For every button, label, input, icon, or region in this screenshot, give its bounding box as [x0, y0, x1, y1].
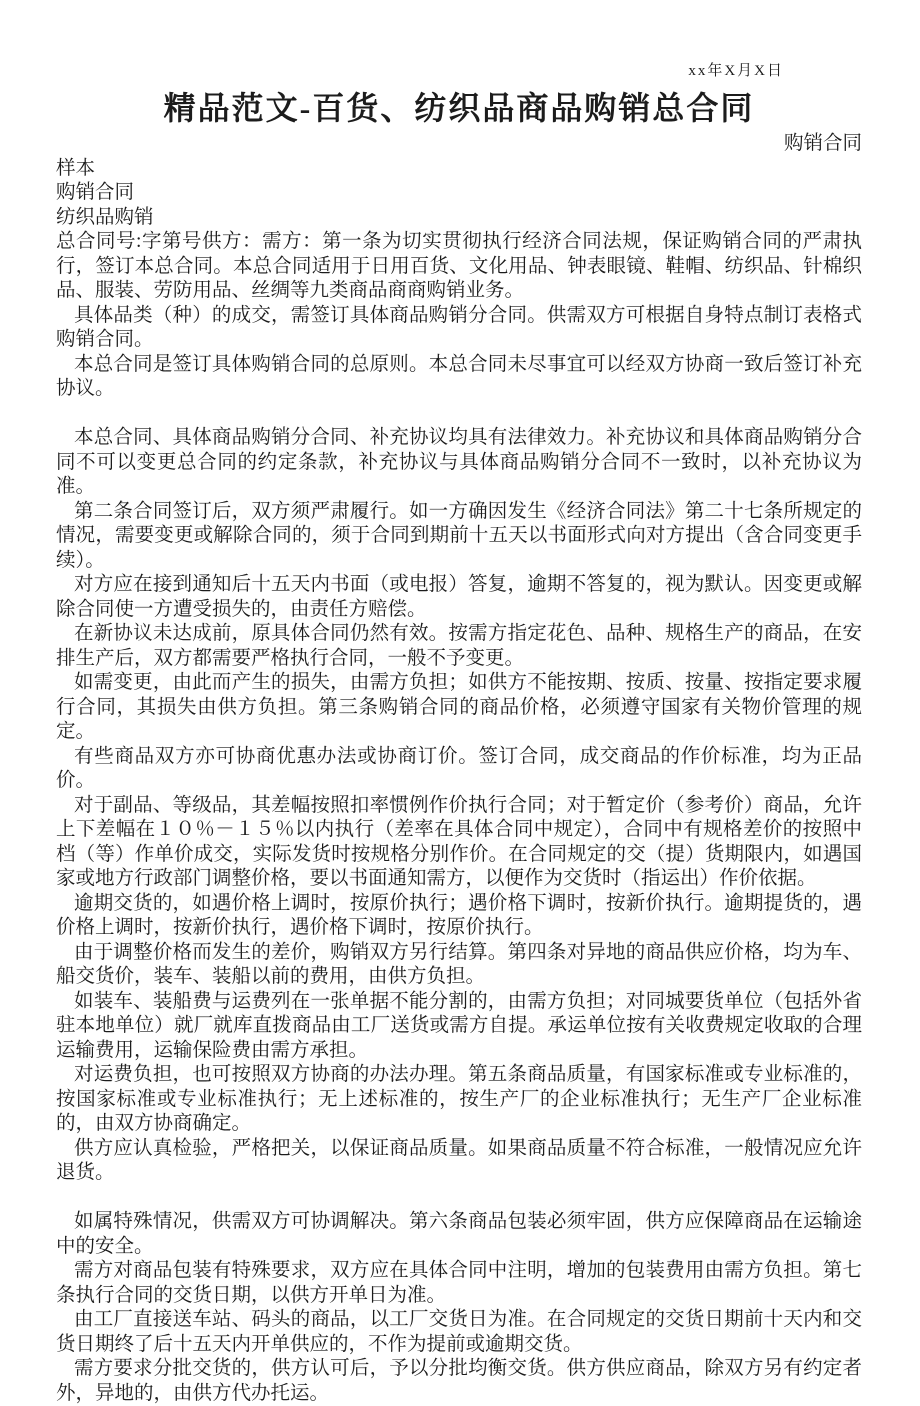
- contract-paragraph: 需方对商品包装有特殊要求，双方应在具体合同中注明，增加的包装费用由需方负担。第七条执行合同的交货日期，以供方开单日为准。: [56, 1260, 862, 1306]
- contract-paragraph: 如装车、装船费与运费列在一张单据不能分割的，由需方负担；对同城要货单位（包括外省驻本地单位）就厂就库直拨商品由工厂送货或需方自提。承运单位按有关收费规定收取的合理运输费用，运输保险费由需方承担。: [56, 990, 862, 1061]
- intro-line: 纺织品购销: [56, 206, 154, 228]
- contract-paragraph: 有些商品双方亦可协商优惠办法或协商订价。签订合同，成交商品的作价标准，均为正品价。: [56, 745, 862, 791]
- contract-paragraph: 在新协议未达成前，原具体合同仍然有效。按需方指定花色、品种、规格生产的商品，在安排生产后，双方都需要严格执行合同，一般不予变更。: [56, 623, 862, 669]
- contract-paragraph: 供方应认真检验，严格把关，以保证商品质量。如果商品质量不符合标准，一般情况应允许退货。: [56, 1137, 862, 1183]
- contract-paragraph: 第二条合同签订后，双方须严肃履行。如一方确因发生《经济合同法》第二十七条所规定的情况，需要变更或解除合同的，须于合同到期前十五天以书面形式向对方提出（含合同变更手续）。: [56, 500, 862, 571]
- contract-paragraph: 本总合同、具体商品购销分合同、补充协议均具有法律效力。补充协议和具体商品购销分合同不可以变更总合同的约定条款，补充协议与具体商品购销分合同不一致时，以补充协议为准。: [56, 427, 862, 497]
- document-title: 精品范文-百货、纺织品商品购销总合同: [163, 90, 755, 126]
- date-line: xx年X月X日: [688, 63, 784, 79]
- contract-paragraph: 对于副品、等级品，其差幅按照扣率惯例作价执行合同；对于暂定价（参考价）商品，允许上下差幅在１０％－１５％以内执行（差率在具体合同中规定），合同中有规格差价的按照中档（等）作单价成交，实际发货时按规格分别作价。在合同规定的交（提）货期限内，如遇国家或地方行政部门调整价格，要以书面通知需方，以便作为交货时（指运出）作价依据。: [56, 794, 862, 889]
- contract-paragraph: 由于调整价格而发生的差价，购销双方另行结算。第四条对异地的商品供应价格，均为车、船交货价，装车、装船以前的费用，由供方负担。: [56, 941, 862, 987]
- contract-paragraph: 由工厂直接送车站、码头的商品，以工厂交货日为准。在合同规定的交货日期前十天内和交货日期终了后十五天内开单供应的，不作为提前或逾期交货。: [56, 1309, 862, 1355]
- contract-paragraph: 如属特殊情况，供需双方可协调解决。第六条商品包装必须牢固，供方应保障商品在运输途中的安全。: [56, 1211, 862, 1257]
- intro-line: 样本: [56, 157, 96, 179]
- contract-paragraph: 对方应在接到通知后十五天内书面（或电报）答复，逾期不答复的，视为默认。因变更或解除合同使一方遭受损失的，由责任方赔偿。: [56, 574, 862, 620]
- contract-body: [56, 230, 862, 1406]
- contract-paragraph: 需方要求分批交货的，供方认可后，予以分批均衡交货。供方供应商品，除双方另有约定者外，异地的，由供方代办托运。: [56, 1358, 862, 1404]
- contract-paragraph: 逾期交货的，如遇价格上调时，按原价执行；遇价格下调时，按新价执行。逾期提货的，遇价格上调时，按新价执行，遇价格下调时，按原价执行。: [56, 892, 862, 938]
- contract-paragraph: 本总合同是签订具体购销合同的总原则。本总合同未尽事宜可以经双方协商一致后签订补充协议。: [56, 353, 862, 399]
- contract-paragraph: 如需变更，由此而产生的损失，由需方负担；如供方不能按期、按质、按量、按指定要求履行合同，其损失由供方负担。第三条购销合同的商品价格，必须遵守国家有关物价管理的规定。: [56, 672, 862, 742]
- intro-line: 购销合同: [56, 182, 135, 203]
- subtitle-right: 购销合同: [783, 133, 862, 154]
- contract-paragraph: 具体品类（种）的成交，需签订具体商品购销分合同。供需双方可根据自身特点制订表格式购销合同。: [56, 304, 862, 350]
- contract-paragraph: 总合同号:字第号供方：需方：第一条为切实贯彻执行经济合同法规，保证购销合同的严肃执行，签订本总合同。本总合同适用于日用百货、文化用品、钟表眼镜、鞋帽、纺织品、针棉织品、服装、劳防用品、丝绸等九类商品商商购销业务。: [56, 231, 862, 301]
- intro-lines: [56, 157, 862, 231]
- contract-paragraph: 对运费负担，也可按照双方协商的办法办理。第五条商品质量，有国家标准或专业标准的，按国家标准或专业标准执行；无上述标准的，按生产厂的企业标准执行；无生产厂企业标准的，由双方协商确定。: [56, 1064, 862, 1134]
